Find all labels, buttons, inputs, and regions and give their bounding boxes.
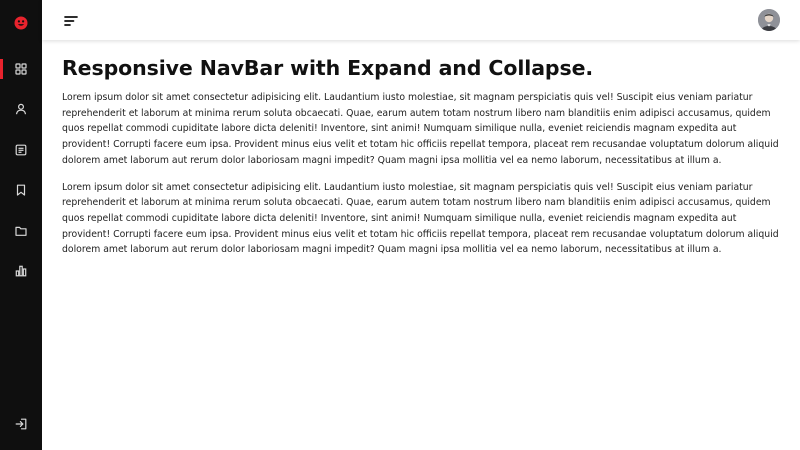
sidebar-item-analytics[interactable] [0, 261, 42, 281]
main-content [62, 54, 786, 258]
sidebar-item-dashboard[interactable] [0, 59, 42, 79]
sidebar [0, 0, 42, 450]
smiley-logo-icon[interactable] [14, 15, 28, 29]
menu-toggle-icon [64, 12, 78, 31]
sidebar-item-documents[interactable] [0, 140, 42, 160]
menu-toggle-button[interactable] [64, 12, 78, 24]
sidebar-item-bookmarks[interactable] [0, 180, 42, 200]
sidebar-item-folders[interactable] [0, 221, 42, 241]
bar-chart-icon [15, 265, 27, 277]
page-title: Responsive NavBar with Expand and Collapse. [62, 56, 594, 80]
grid-icon [15, 63, 27, 75]
folder-icon [15, 225, 27, 237]
user-icon [15, 103, 27, 115]
bookmark-icon [15, 184, 27, 196]
sidebar-item-profile[interactable] [0, 99, 42, 119]
content-paragraph: Lorem ipsum dolor sit amet consectetur adipisicing elit. Laudantium iusto molestiae, sit magnam perspiciatis quis vel! Suscipit eius veniam pariatur reprehenderit et laborum at minima rerum soluta obcaecati. Quae, earum autem totam nostrum libero nam blanditiis enim adipisci accusamus, quidem quos repellat commodi cupiditate labore dicta deleniti! Inventore, sint animi! Numquam similique nulla, eveniet reiciendis magnam expedita aut provident! Corrupti facere eum ipsa. Provident minus eius velit et totam hic officiis repellat tempora, placeat rem recusandae voluptatum dolorum aliquid dolorem amet laborum aut rerum dolor laboriosam magni impedit? Quam magni ipsa mollitia vel ea nemo laborum, necessitatibus at illum a. [62, 181, 779, 256]
document-icon [15, 144, 27, 156]
top-bar [42, 0, 800, 40]
logout-icon [15, 418, 27, 430]
content-paragraph: Lorem ipsum dolor sit amet consectetur adipisicing elit. Laudantium iusto molestiae, sit magnam perspiciatis quis vel! Suscipit eius veniam pariatur reprehenderit et laborum at minima rerum soluta obcaecati. Quae, earum autem totam nostrum libero nam blanditiis enim adipisci accusamus, quidem quos repellat commodi cupiditate labore dicta deleniti! Inventore, sint animi! Numquam similique nulla, eveniet reiciendis magnam expedita aut provident! Corrupti facere eum ipsa. Provident minus eius velit et totam hic officiis repellat tempora, placeat rem recusandae voluptatum dolorum aliquid dolorem amet laborum aut rerum dolor laboriosam magni impedit? Quam magni ipsa mollitia vel ea nemo laborum, necessitatibus at illum a. [62, 92, 779, 166]
logout-button[interactable] [0, 414, 42, 434]
user-avatar[interactable] [758, 9, 780, 31]
